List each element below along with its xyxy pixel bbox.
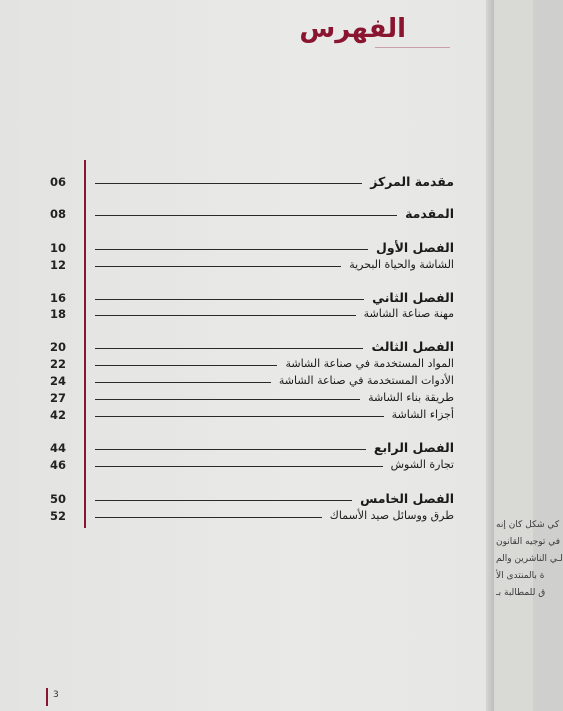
toc-entry-label: الفصل الخامس [360, 491, 454, 506]
toc-entry[interactable] [0, 372, 494, 390]
toc-entry-label: طريقة بناء الشاشة [368, 391, 454, 404]
toc-entry[interactable] [0, 456, 494, 474]
toc-entry-label: الشاشة والحياة البحرية [349, 258, 454, 271]
adjacent-page [494, 0, 563, 711]
page-fold-shadow [486, 0, 494, 711]
toc-leader-line [95, 382, 271, 383]
toc-page-number: 06 [50, 175, 67, 189]
toc-entry-label: المقدمة [405, 206, 454, 221]
toc-entry[interactable] [0, 173, 494, 191]
toc-entry-label: المواد المستخدمة في صناعة الشاشة [285, 357, 454, 370]
toc-entry[interactable] [0, 256, 494, 274]
toc-page-number: 12 [50, 258, 67, 272]
adjacent-page-text: ق للمطالبة بـ [496, 588, 546, 598]
toc-entry-label: أجزاء الشاشة [391, 408, 454, 421]
adjacent-page-text: في توجيه القانون [496, 537, 561, 547]
toc-page-number: 27 [50, 391, 67, 405]
toc-entry[interactable] [0, 239, 494, 257]
adjacent-page-text: كي شكل كان إنه [496, 520, 560, 530]
toc-page-number: 16 [50, 291, 67, 305]
toc-page-number: 52 [50, 509, 67, 523]
toc-leader-line [95, 449, 366, 450]
toc-entry[interactable] [0, 490, 494, 508]
page-number: 3 [53, 690, 59, 700]
adjacent-page-text: لـي الناشرين والم [496, 554, 563, 564]
toc-leader-line [95, 517, 322, 518]
toc-entry[interactable] [0, 355, 494, 373]
toc-page-number: 50 [50, 492, 67, 506]
footer-accent-bar [46, 688, 48, 706]
toc-entry[interactable] [0, 439, 494, 457]
toc-entry-label: الفصل الثالث [371, 339, 454, 354]
toc-leader-line [95, 500, 352, 501]
toc-leader-line [95, 315, 356, 316]
toc-leader-line [95, 416, 384, 417]
toc-leader-line [95, 183, 362, 184]
toc-page-number: 44 [50, 441, 67, 455]
toc-leader-line [95, 249, 368, 250]
toc-page-number: 18 [50, 307, 67, 321]
toc-entry[interactable] [0, 205, 494, 223]
toc-entry[interactable] [0, 389, 494, 407]
toc-page-number: 24 [50, 374, 67, 388]
toc-entry-label: مقدمة المركز [370, 174, 454, 189]
toc-page-number: 08 [50, 207, 67, 221]
toc-page-number: 42 [50, 408, 67, 422]
toc-entry-label: طرق ووسائل صيد الأسماك [329, 509, 454, 522]
toc-entry-label: مهنة صناعة الشاشة [363, 307, 454, 320]
page-title: الفهرس [299, 14, 406, 44]
toc-page-number: 20 [50, 340, 67, 354]
toc-entry[interactable] [0, 338, 494, 356]
toc-leader-line [95, 299, 364, 300]
toc-leader-line [95, 215, 397, 216]
toc-entry[interactable] [0, 305, 494, 323]
toc-entry-label: الفصل الأول [375, 240, 454, 255]
toc-entry-label: الفصل الرابع [373, 440, 454, 455]
adjacent-page-text: ة بالمنتدى الأ [496, 571, 545, 581]
toc-page-number: 46 [50, 458, 67, 472]
toc-leader-line [95, 348, 363, 349]
toc-entry-label: تجارة الشوش [390, 458, 454, 471]
toc-page-number: 22 [50, 357, 67, 371]
toc-leader-line [95, 466, 383, 467]
toc-entry[interactable] [0, 507, 494, 525]
toc-entry[interactable] [0, 406, 494, 424]
toc-leader-line [95, 266, 341, 267]
toc-page-number: 10 [50, 241, 67, 255]
toc-leader-line [95, 399, 360, 400]
toc-leader-line [95, 365, 277, 366]
toc-entry-label: الأدوات المستخدمة في صناعة الشاشة [278, 374, 454, 387]
toc-entry-label: الفصل الثاني [372, 290, 454, 305]
